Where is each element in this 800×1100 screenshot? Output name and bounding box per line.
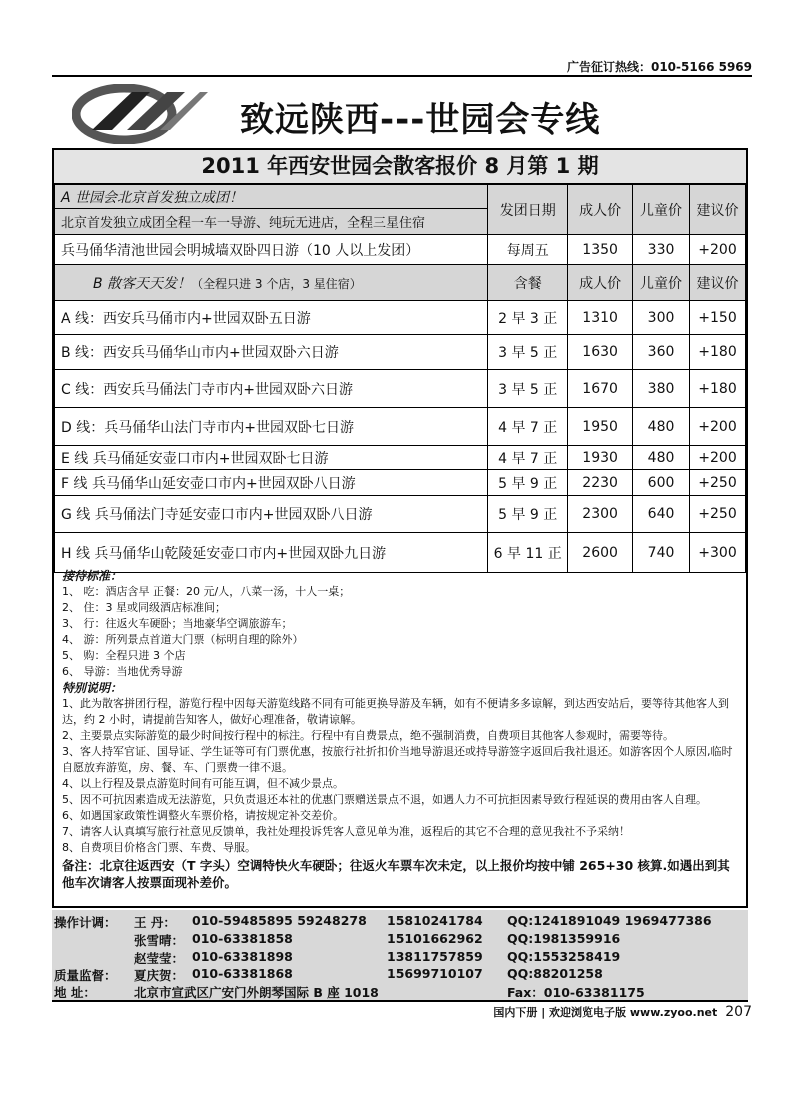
table-row <box>55 235 746 265</box>
col-header-child-b: 儿童价 <box>633 265 690 301</box>
supervise-label: 质量监督： <box>54 968 117 983</box>
company-logo <box>72 84 210 144</box>
meals: 6 早 11 正 <box>488 533 568 573</box>
standards-heading: 接待标准： <box>62 569 123 583</box>
meals: 5 早 9 正 <box>488 470 568 496</box>
standard-item: 4、 游：所列景点首道大门票（标明自理的除外） <box>62 633 304 646</box>
standard-item: 1、 吃：酒店含早 正餐：20 元/人，八菜一汤，十人一桌； <box>62 585 351 598</box>
contact-name: 张雪晴： <box>134 933 185 948</box>
route-name: H 线 兵马俑华山乾陵延安壶口市内+世园双卧九日游 <box>55 533 488 573</box>
table-row <box>55 470 746 496</box>
section-a-heading: A 世园会北京首发独立成团！ <box>55 185 488 209</box>
child-price: 480 <box>633 408 690 446</box>
address-label: 地 址： <box>54 985 96 1000</box>
suggest-price: +180 <box>690 335 746 370</box>
child-price: 300 <box>633 301 690 335</box>
note-item: 2、主要景点实际游览的最少时间按行程中的标注。行程中有自费景点，绝不强制消费，自费项目其他客人参观时，需要等待。 <box>62 729 674 742</box>
note-item: 4、以上行程及景点游览时间有可能互调，但不减少景点。 <box>62 777 344 790</box>
suggest-price: +300 <box>690 533 746 573</box>
contact-mobile: 15101662962 <box>387 931 483 946</box>
meals: 5 早 9 正 <box>488 496 568 533</box>
table-row <box>55 446 746 470</box>
col-header-adult: 成人价 <box>568 185 633 235</box>
table-row <box>55 408 746 446</box>
table-row <box>55 301 746 335</box>
suggest-price: +180 <box>690 370 746 408</box>
terms-section <box>62 568 738 891</box>
top-rule <box>52 75 752 77</box>
col-header-child: 儿童价 <box>633 185 690 235</box>
col-header-suggest-b: 建议价 <box>690 265 746 301</box>
departure-date: 每周五 <box>488 235 568 265</box>
contact-name: 赵莹莹： <box>134 951 185 966</box>
standard-item: 6、 导游：当地优秀导游 <box>62 665 183 678</box>
adult-price: 2230 <box>568 470 633 496</box>
child-price: 360 <box>633 335 690 370</box>
contact-tel: 010-63381898 <box>192 949 293 964</box>
suggest-price: +200 <box>690 235 746 265</box>
route-name: B 线：西安兵马俑华山市内+世园双卧六日游 <box>55 335 488 370</box>
contact-name: 夏庆贺： <box>134 968 185 983</box>
child-price: 380 <box>633 370 690 408</box>
footer-text: 国内下册 | 欢迎浏览电子版 www.zyoo.net <box>493 1006 718 1019</box>
contact-qq: QQ:1241891049 1969477386 <box>507 913 712 928</box>
suggest-price: +200 <box>690 446 746 470</box>
meals: 3 早 5 正 <box>488 335 568 370</box>
suggest-price: +250 <box>690 496 746 533</box>
table-row <box>55 335 746 370</box>
contact-qq: QQ:88201258 <box>507 966 603 981</box>
banner-title: 致远陕西---世园会专线 <box>240 100 601 140</box>
contact-mobile: 15699710107 <box>387 966 483 981</box>
contact-row <box>52 913 748 929</box>
address-row <box>52 983 748 999</box>
col-header-suggest: 建议价 <box>690 185 746 235</box>
contact-qq: QQ:1553258419 <box>507 949 621 964</box>
contact-qq: QQ:1981359916 <box>507 931 621 946</box>
note-item: 5、因不可抗因素造成无法游览，只负责退还本社的优惠门票赠送景点不退，如遇人力不可抗拒因素导致行程延误的费用由客人自理。 <box>62 793 707 806</box>
note-item: 1、此为散客拼团行程，游览行程中因每天游览线路不同有可能更换导游及车辆，如有不便请多多谅解，到达西安站后，要等待其他客人到达，约 2 小时，请提前告知客人，做好心理准备，敬请谅解。 <box>62 697 729 726</box>
adult-price: 1350 <box>568 235 633 265</box>
adult-price: 1670 <box>568 370 633 408</box>
route-name: 兵马俑华清池世园会明城墙双卧四日游（10 人以上发团） <box>55 235 488 265</box>
note-item: 6、如遇国家政策性调整火车票价格，请按规定补交差价。 <box>62 809 344 822</box>
contact-mobile: 13811757859 <box>387 949 483 964</box>
remark: 备注：北京往返西安（T 字头）空调特快火车硬卧；往返火车票车次未定，以上报价均按中铺 265+30 核算.如遇出到其他车次请客人按票面现补差价。 <box>62 858 730 890</box>
adult-price: 1310 <box>568 301 633 335</box>
table-row <box>55 370 746 408</box>
standard-item: 2、 住：3 星或同级酒店标准间； <box>62 601 226 614</box>
page-footer <box>493 1004 752 1020</box>
adult-price: 2600 <box>568 533 633 573</box>
contact-tel: 010-59485895 59248278 <box>192 913 367 928</box>
price-table <box>54 184 746 573</box>
adult-price: 1950 <box>568 408 633 446</box>
adult-price: 1930 <box>568 446 633 470</box>
suggest-price: +150 <box>690 301 746 335</box>
ops-label: 操作计调： <box>54 915 117 930</box>
contact-tel: 010-63381858 <box>192 931 293 946</box>
meals: 4 早 7 正 <box>488 446 568 470</box>
ad-hotline: 广告征订热线：010-5166 5969 <box>566 60 752 74</box>
col-header-date: 发团日期 <box>488 185 568 235</box>
contact-row <box>52 966 748 982</box>
child-price: 600 <box>633 470 690 496</box>
address: 北京市宣武区广安门外朗琴国际 B 座 1018 <box>134 985 379 1000</box>
route-name: E 线 兵马俑延安壶口市内+世园双卧七日游 <box>55 446 488 470</box>
standard-item: 5、 购：全程只进 3 个店 <box>62 649 186 662</box>
col-header-meals: 含餐 <box>488 265 568 301</box>
contact-tel: 010-63381868 <box>192 966 293 981</box>
suggest-price: +200 <box>690 408 746 446</box>
route-name: C 线：西安兵马俑法门寺市内+世园双卧六日游 <box>55 370 488 408</box>
table-row <box>55 533 746 573</box>
section-b-note: （全程只进 3 个店，3 星住宿） <box>191 276 362 291</box>
page-number: 207 <box>725 1004 752 1020</box>
col-header-adult-b: 成人价 <box>568 265 633 301</box>
section-b-heading <box>55 265 488 301</box>
route-name: G 线 兵马俑法门寺延安壶口市内+世园双卧八日游 <box>55 496 488 533</box>
adult-price: 1630 <box>568 335 633 370</box>
meals: 2 早 3 正 <box>488 301 568 335</box>
child-price: 740 <box>633 533 690 573</box>
meals: 3 早 5 正 <box>488 370 568 408</box>
note-item: 3、客人持军官证、国导证、学生证等可有门票优惠，按旅行社折扣价当地导游退还或持导游签字返回后我社退还。如游客因个人原因,临时自愿放弃游览，房、餐、车、门票费一律不退。 <box>62 745 733 774</box>
contact-panel <box>52 910 748 1002</box>
child-price: 480 <box>633 446 690 470</box>
notes-heading: 特别说明： <box>62 681 123 695</box>
standard-item: 3、 行：往返火车硬卧；当地豪华空调旅游车； <box>62 617 293 630</box>
contact-row <box>52 931 748 947</box>
contact-mobile: 15810241784 <box>387 913 483 928</box>
section-b-title: B 散客天天发！ <box>93 275 192 292</box>
note-item: 8、自费项目价格含门票、车费、导服。 <box>62 841 256 854</box>
child-price: 330 <box>633 235 690 265</box>
adult-price: 2300 <box>568 496 633 533</box>
contact-name: 王 丹： <box>134 915 176 930</box>
note-item: 7、请客人认真填写旅行社意见反馈单，我社处理投诉凭客人意见单为准，返程后的其它不合理的意见我社不予采纳！ <box>62 825 630 838</box>
fax: Fax：010-63381175 <box>507 985 645 1000</box>
child-price: 640 <box>633 496 690 533</box>
suggest-price: +250 <box>690 470 746 496</box>
meals: 4 早 7 正 <box>488 408 568 446</box>
route-name: F 线 兵马俑华山延安壶口市内+世园双卧八日游 <box>55 470 488 496</box>
route-name: A 线：西安兵马俑市内+世园双卧五日游 <box>55 301 488 335</box>
price-sheet-title: 2011 年西安世园会散客报价 8 月第 1 期 <box>54 150 746 184</box>
table-row <box>55 496 746 533</box>
route-name: D 线：兵马俑华山法门寺市内+世园双卧七日游 <box>55 408 488 446</box>
contact-row <box>52 949 748 965</box>
section-a-description: 北京首发独立成团全程一车一导游、纯玩无进店，全程三星住宿 <box>55 209 488 235</box>
